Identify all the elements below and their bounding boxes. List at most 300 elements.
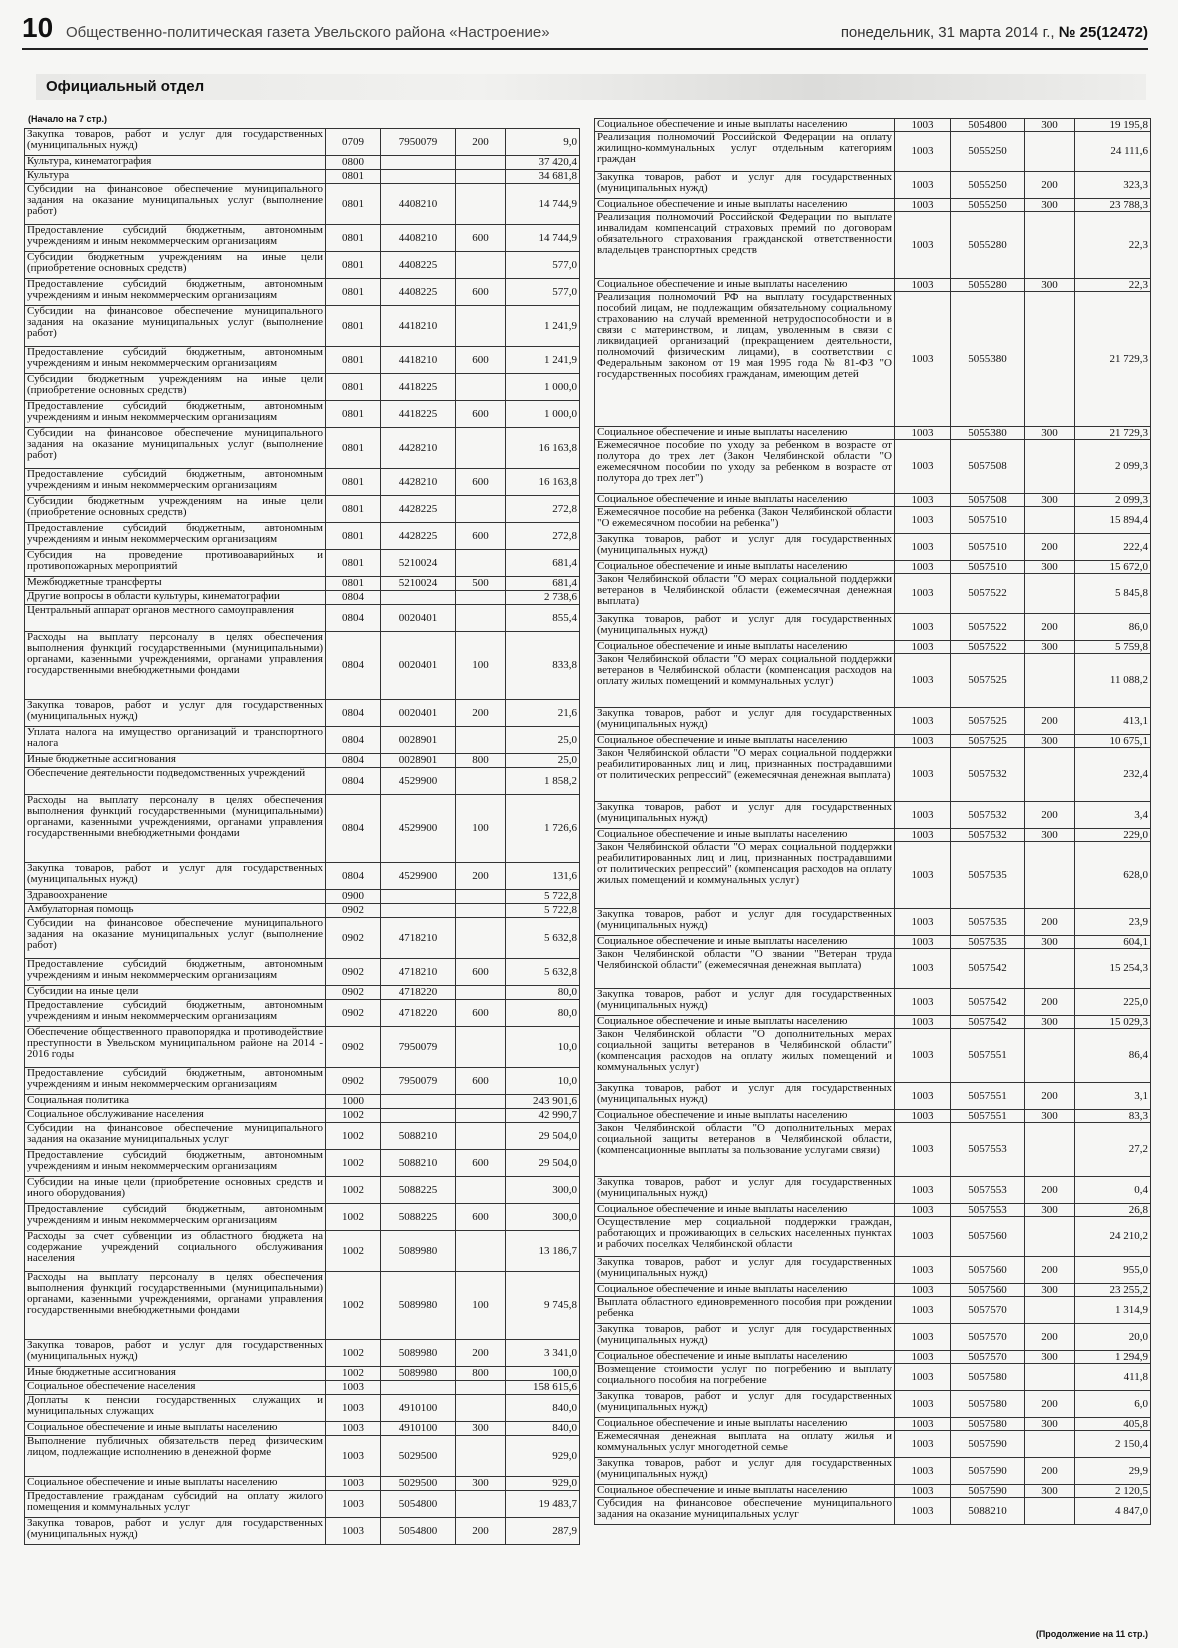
row-expense-type: 600 xyxy=(456,1068,506,1095)
row-expense-type xyxy=(1025,1364,1075,1391)
row-section-code: 1003 xyxy=(895,1284,951,1297)
row-expense-type: 200 xyxy=(1025,1257,1075,1284)
row-section-code: 0801 xyxy=(326,496,381,523)
row-amount: 29,9 xyxy=(1075,1458,1151,1485)
table-row xyxy=(595,1418,1151,1431)
row-amount: 23 255,2 xyxy=(1075,1284,1151,1297)
row-expense-type xyxy=(456,1381,506,1395)
row-target-code: 5054800 xyxy=(951,119,1025,132)
row-section-code: 0902 xyxy=(326,959,381,986)
row-expense-type: 300 xyxy=(1025,561,1075,574)
table-row xyxy=(25,904,580,918)
row-expense-type xyxy=(456,306,506,347)
row-name: Социальное обеспечение и иные выплаты населению xyxy=(595,1418,895,1431)
row-name: Субсидии бюджетным учреждениям на иные цели (приобретение основных средств) xyxy=(25,252,326,279)
row-target-code: 5088210 xyxy=(381,1150,456,1177)
row-amount: 16 163,8 xyxy=(506,428,580,469)
row-expense-type: 500 xyxy=(456,577,506,591)
row-section-code: 1003 xyxy=(895,989,951,1016)
row-target-code xyxy=(381,1095,456,1109)
row-target-code: 4418210 xyxy=(381,347,456,374)
row-expense-type: 200 xyxy=(1025,534,1075,561)
row-section-code: 1003 xyxy=(895,279,951,292)
row-expense-type xyxy=(1025,440,1075,494)
row-amount: 22,3 xyxy=(1075,212,1151,279)
row-expense-type: 600 xyxy=(456,469,506,496)
row-section-code: 0804 xyxy=(326,700,381,727)
row-target-code: 5055380 xyxy=(951,427,1025,440)
table-row xyxy=(25,1204,580,1231)
row-section-code: 1003 xyxy=(895,132,951,172)
budget-table xyxy=(594,118,1151,1525)
row-expense-type: 300 xyxy=(456,1422,506,1436)
table-row xyxy=(25,347,580,374)
row-section-code: 0801 xyxy=(326,428,381,469)
row-target-code: 4718220 xyxy=(381,986,456,1000)
row-name: Реализация полномочий Российской Федерации по выплате инвалидам компенсаций страховых премий по договорам обязательного страхования гражданской ответственности владельцев транспортных средств xyxy=(595,212,895,279)
row-section-code: 1003 xyxy=(895,1324,951,1351)
row-amount: 15 029,3 xyxy=(1075,1016,1151,1029)
table-row xyxy=(595,1110,1151,1123)
row-section-code: 0902 xyxy=(326,904,381,918)
row-expense-type: 600 xyxy=(456,1000,506,1027)
table-row xyxy=(595,292,1151,427)
row-section-code: 0801 xyxy=(326,347,381,374)
row-target-code: 5055280 xyxy=(951,279,1025,292)
table-row xyxy=(595,989,1151,1016)
row-target-code: 0028901 xyxy=(381,727,456,754)
table-row xyxy=(25,523,580,550)
row-target-code: 5057535 xyxy=(951,842,1025,909)
row-expense-type xyxy=(1025,1431,1075,1458)
row-expense-type: 300 xyxy=(1025,279,1075,292)
table-row xyxy=(25,1068,580,1095)
row-section-code: 0801 xyxy=(326,306,381,347)
row-target-code: 4428210 xyxy=(381,428,456,469)
row-section-code: 0801 xyxy=(326,225,381,252)
row-name: Межбюджетные трансферты xyxy=(25,577,326,591)
row-expense-type xyxy=(456,170,506,184)
row-amount: 300,0 xyxy=(506,1177,580,1204)
row-expense-type xyxy=(456,156,506,170)
table-row xyxy=(25,959,580,986)
table-row xyxy=(25,605,580,632)
row-amount: 1 241,9 xyxy=(506,306,580,347)
row-name: Закон Челябинской области "О дополнительных мерах социальной защиты ветеранов в Челябинской области" (компенсация расходов на оплату жилых помещений и коммунальных услуг) xyxy=(595,1029,895,1083)
table-row xyxy=(25,1272,580,1340)
row-section-code: 1003 xyxy=(895,1110,951,1123)
row-name: Здравоохранение xyxy=(25,890,326,904)
table-row xyxy=(25,170,580,184)
row-section-code: 0801 xyxy=(326,550,381,577)
row-name: Социальное обеспечение и иные выплаты населению xyxy=(25,1422,326,1436)
row-target-code: 5089980 xyxy=(381,1367,456,1381)
row-target-code: 5057551 xyxy=(951,1029,1025,1083)
row-amount: 80,0 xyxy=(506,1000,580,1027)
row-name: Расходы на выплату персоналу в целях обеспечения выполнения функций государственными (муниципальными) органами, казенными учреждениями, органами управления государственными внебюджетными фондами xyxy=(25,795,326,863)
row-target-code: 5057542 xyxy=(951,949,1025,989)
row-section-code: 0804 xyxy=(326,863,381,890)
row-expense-type: 200 xyxy=(1025,1083,1075,1110)
row-name: Закупка товаров, работ и услуг для государственных (муниципальных нужд) xyxy=(595,708,895,735)
row-expense-type xyxy=(1025,132,1075,172)
table-row xyxy=(25,1422,580,1436)
row-section-code: 1003 xyxy=(895,494,951,507)
row-amount: 27,2 xyxy=(1075,1123,1151,1177)
row-target-code: 5055250 xyxy=(951,199,1025,212)
table-row xyxy=(25,1395,580,1422)
row-name: Закупка товаров, работ и услуг для государственных (муниципальных нужд) xyxy=(25,863,326,890)
table-row xyxy=(25,1177,580,1204)
row-amount: 955,0 xyxy=(1075,1257,1151,1284)
row-amount: 10 675,1 xyxy=(1075,735,1151,748)
row-section-code: 0804 xyxy=(326,795,381,863)
row-expense-type xyxy=(456,1095,506,1109)
table-row xyxy=(595,1217,1151,1257)
row-name: Предоставление субсидий бюджетным, автономным учреждениям и иным некоммерческим организациям xyxy=(25,959,326,986)
row-name: Реализация полномочий РФ на выплату государственных пособий лицам, не подлежащим обязательному социальному страхованию на случай временной нетрудоспособности и в связи с материнством, и лицам, уволенным в связи с ликвидацией организаций (прекращением деятельности, полномочий физическим лицами), в соответствии с Федеральным законом от 19 мая 1995 года № 81-ФЗ "О государственных пособиях гражданам, имеющим детей xyxy=(595,292,895,427)
row-section-code: 1003 xyxy=(895,1029,951,1083)
table-row xyxy=(25,1518,580,1545)
table-row xyxy=(25,918,580,959)
row-expense-type: 600 xyxy=(456,279,506,306)
row-section-code: 0902 xyxy=(326,918,381,959)
table-row xyxy=(595,1297,1151,1324)
row-name: Социальное обеспечение и иные выплаты населению xyxy=(595,1284,895,1297)
row-section-code: 1003 xyxy=(895,440,951,494)
table-row xyxy=(595,1324,1151,1351)
row-target-code: 5210024 xyxy=(381,577,456,591)
row-amount: 24 210,2 xyxy=(1075,1217,1151,1257)
table-row xyxy=(595,1364,1151,1391)
row-name: Социальное обеспечение и иные выплаты населению xyxy=(595,1485,895,1498)
row-target-code: 5057560 xyxy=(951,1284,1025,1297)
row-name: Закон Челябинской области "О мерах социальной поддержки ветеранов в Челябинской области (компенсация расходов на оплату жилых помещений и коммунальных услуг) xyxy=(595,654,895,708)
table-row xyxy=(25,129,580,156)
row-section-code: 1003 xyxy=(895,1083,951,1110)
row-name: Социальное обеспечение и иные выплаты населению xyxy=(595,494,895,507)
row-expense-type xyxy=(1025,1498,1075,1525)
row-amount: 5 632,8 xyxy=(506,959,580,986)
row-section-code: 0902 xyxy=(326,986,381,1000)
row-section-code: 1003 xyxy=(895,119,951,132)
row-target-code: 4529900 xyxy=(381,863,456,890)
row-name: Центральный аппарат органов местного самоуправления xyxy=(25,605,326,632)
row-target-code: 4428210 xyxy=(381,469,456,496)
row-expense-type: 200 xyxy=(456,1518,506,1545)
row-name: Субсидии на финансовое обеспечение муниципального задания на оказание муниципальных услуг (выполнение работ) xyxy=(25,428,326,469)
row-expense-type xyxy=(456,1436,506,1477)
row-section-code: 1003 xyxy=(895,1485,951,1498)
row-name: Субсидии бюджетным учреждениям на иные цели (приобретение основных средств) xyxy=(25,496,326,523)
row-name: Расходы за счет субвенции из областного бюджета на содержание учреждений социального обслуживания населения xyxy=(25,1231,326,1272)
row-target-code: 5057570 xyxy=(951,1297,1025,1324)
row-target-code: 5089980 xyxy=(381,1231,456,1272)
row-amount: 86,4 xyxy=(1075,1029,1151,1083)
row-expense-type: 300 xyxy=(1025,829,1075,842)
table-row xyxy=(595,1029,1151,1083)
table-row xyxy=(25,1027,580,1068)
row-target-code: 5057535 xyxy=(951,909,1025,936)
row-target-code: 4408225 xyxy=(381,279,456,306)
row-target-code: 5057580 xyxy=(951,1391,1025,1418)
row-amount: 1 858,2 xyxy=(506,768,580,795)
row-section-code: 1003 xyxy=(895,172,951,199)
table-row xyxy=(595,1284,1151,1297)
row-amount: 9,0 xyxy=(506,129,580,156)
row-section-code: 0801 xyxy=(326,170,381,184)
row-name: Социальное обеспечение и иные выплаты населению xyxy=(595,1016,895,1029)
row-target-code: 5088225 xyxy=(381,1177,456,1204)
row-amount: 131,6 xyxy=(506,863,580,890)
row-section-code: 1003 xyxy=(895,1123,951,1177)
table-row xyxy=(25,550,580,577)
row-expense-type: 200 xyxy=(456,700,506,727)
row-section-code: 0902 xyxy=(326,1000,381,1027)
row-amount: 23 788,3 xyxy=(1075,199,1151,212)
row-expense-type: 300 xyxy=(1025,1485,1075,1498)
row-name: Закупка товаров, работ и услуг для государственных (муниципальных нужд) xyxy=(595,1324,895,1351)
row-target-code: 5057508 xyxy=(951,440,1025,494)
row-target-code: 5057522 xyxy=(951,614,1025,641)
row-section-code: 1003 xyxy=(895,561,951,574)
row-expense-type: 200 xyxy=(1025,708,1075,735)
row-target-code: 5057580 xyxy=(951,1364,1025,1391)
row-section-code: 0902 xyxy=(326,1068,381,1095)
row-section-code: 1003 xyxy=(895,1391,951,1418)
row-amount: 413,1 xyxy=(1075,708,1151,735)
row-target-code: 5057560 xyxy=(951,1257,1025,1284)
row-section-code: 1002 xyxy=(326,1367,381,1381)
row-section-code: 1003 xyxy=(895,427,951,440)
row-target-code: 4529900 xyxy=(381,768,456,795)
issue-number: № 25(12472) xyxy=(1058,24,1148,41)
row-amount: 3,4 xyxy=(1075,802,1151,829)
table-row xyxy=(595,119,1151,132)
table-row xyxy=(25,754,580,768)
budget-table-right xyxy=(594,118,1150,1525)
row-amount: 577,0 xyxy=(506,279,580,306)
row-target-code: 5088225 xyxy=(381,1204,456,1231)
row-target-code: 5057580 xyxy=(951,1418,1025,1431)
row-name: Субсидии на финансовое обеспечение муниципального задания на оказание муниципальных услуг (выполнение работ) xyxy=(25,184,326,225)
row-name: Предоставление субсидий бюджетным, автономным учреждениям и иным некоммерческим организациям xyxy=(25,401,326,428)
row-name: Закупка товаров, работ и услуг для государственных (муниципальных нужд) xyxy=(595,989,895,1016)
row-target-code: 5088210 xyxy=(381,1123,456,1150)
row-amount: 833,8 xyxy=(506,632,580,700)
row-amount: 158 615,6 xyxy=(506,1381,580,1395)
budget-table xyxy=(24,128,580,1545)
row-name: Обеспечение общественного правопорядка и противодействие преступности в Увельском муниципальном районе на 2014 - 2016 годы xyxy=(25,1027,326,1068)
row-section-code: 1003 xyxy=(895,534,951,561)
row-target-code: 5057590 xyxy=(951,1485,1025,1498)
table-row xyxy=(595,802,1151,829)
row-name: Ежемесячное пособие на ребенка (Закон Челябинской области "О ежемесячном пособии на ребенка") xyxy=(595,507,895,534)
row-target-code: 7950079 xyxy=(381,1068,456,1095)
row-expense-type: 200 xyxy=(1025,1391,1075,1418)
row-target-code: 5057525 xyxy=(951,735,1025,748)
row-target-code: 0020401 xyxy=(381,632,456,700)
row-amount: 5 722,8 xyxy=(506,890,580,904)
table-row xyxy=(595,654,1151,708)
row-section-code: 1002 xyxy=(326,1150,381,1177)
row-name: Социальное обслуживание населения xyxy=(25,1109,326,1123)
table-row xyxy=(25,1095,580,1109)
row-expense-type: 300 xyxy=(1025,494,1075,507)
row-name: Социальное обеспечение и иные выплаты населению xyxy=(595,279,895,292)
row-name: Закупка товаров, работ и услуг для государственных (муниципальных нужд) xyxy=(595,1458,895,1485)
row-name: Ежемесячная денежная выплата на оплату жилья и коммунальных услуг многодетной семье xyxy=(595,1431,895,1458)
row-expense-type xyxy=(1025,1123,1075,1177)
row-expense-type: 300 xyxy=(1025,735,1075,748)
table-row xyxy=(595,279,1151,292)
row-amount: 21,6 xyxy=(506,700,580,727)
row-name: Обеспечение деятельности подведомственных учреждений xyxy=(25,768,326,795)
row-section-code: 1003 xyxy=(895,614,951,641)
row-name: Закупка товаров, работ и услуг для государственных (муниципальных нужд) xyxy=(595,802,895,829)
row-expense-type: 200 xyxy=(456,1340,506,1367)
row-expense-type xyxy=(456,1123,506,1150)
row-expense-type xyxy=(456,986,506,1000)
row-section-code: 1002 xyxy=(326,1272,381,1340)
row-expense-type xyxy=(1025,1029,1075,1083)
row-name: Закупка товаров, работ и услуг для государственных (муниципальных нужд) xyxy=(595,1177,895,1204)
row-expense-type xyxy=(1025,292,1075,427)
row-expense-type: 300 xyxy=(1025,1418,1075,1431)
row-name: Субсидии на финансовое обеспечение муниципального задания на оказание муниципальных услуг xyxy=(25,1123,326,1150)
row-amount: 243 901,6 xyxy=(506,1095,580,1109)
row-name: Субсидии на финансовое обеспечение муниципального задания на оказание муниципальных услуг (выполнение работ) xyxy=(25,918,326,959)
row-target-code: 5057560 xyxy=(951,1217,1025,1257)
table-row xyxy=(595,1016,1151,1029)
row-amount: 411,8 xyxy=(1075,1364,1151,1391)
table-row xyxy=(595,440,1151,494)
table-row xyxy=(25,184,580,225)
section-title: Официальный отдел xyxy=(46,78,205,95)
row-amount: 2 738,6 xyxy=(506,591,580,605)
row-name: Амбулаторная помощь xyxy=(25,904,326,918)
row-section-code: 1003 xyxy=(326,1491,381,1518)
row-name: Ежемесячное пособие по уходу за ребенком в возрасте от полутора до трех лет (Закон Челябинской области "О ежемесячном пособии по уходу за ребенком в возрасте от полутора до трех лет") xyxy=(595,440,895,494)
row-amount: 323,3 xyxy=(1075,172,1151,199)
row-name: Социальное обеспечение и иные выплаты населению xyxy=(595,641,895,654)
table-row xyxy=(595,1431,1151,1458)
row-expense-type: 200 xyxy=(1025,802,1075,829)
row-amount: 5 722,8 xyxy=(506,904,580,918)
row-expense-type xyxy=(1025,1297,1075,1324)
table-row xyxy=(25,795,580,863)
row-target-code: 4408210 xyxy=(381,184,456,225)
table-row xyxy=(25,1109,580,1123)
row-expense-type xyxy=(456,768,506,795)
row-section-code: 1003 xyxy=(895,1177,951,1204)
row-expense-type: 600 xyxy=(456,1150,506,1177)
row-expense-type xyxy=(456,252,506,279)
row-name: Закупка товаров, работ и услуг для государственных (муниципальных нужд) xyxy=(595,1083,895,1110)
row-target-code: 5057532 xyxy=(951,802,1025,829)
row-amount: 681,4 xyxy=(506,577,580,591)
row-amount: 5 759,8 xyxy=(1075,641,1151,654)
table-row xyxy=(595,494,1151,507)
row-expense-type: 100 xyxy=(456,795,506,863)
row-amount: 5 632,8 xyxy=(506,918,580,959)
row-target-code: 5057522 xyxy=(951,574,1025,614)
row-expense-type xyxy=(456,727,506,754)
row-amount: 840,0 xyxy=(506,1422,580,1436)
row-expense-type: 200 xyxy=(456,863,506,890)
table-row xyxy=(595,735,1151,748)
row-section-code: 0801 xyxy=(326,252,381,279)
table-row xyxy=(595,1257,1151,1284)
row-section-code: 1000 xyxy=(326,1095,381,1109)
row-amount: 272,8 xyxy=(506,523,580,550)
row-expense-type: 200 xyxy=(1025,172,1075,199)
table-row xyxy=(595,132,1151,172)
row-expense-type: 300 xyxy=(1025,119,1075,132)
table-row xyxy=(595,614,1151,641)
row-amount: 29 504,0 xyxy=(506,1150,580,1177)
row-target-code: 4418225 xyxy=(381,401,456,428)
row-amount: 1 000,0 xyxy=(506,374,580,401)
row-target-code: 5057525 xyxy=(951,654,1025,708)
table-row xyxy=(25,401,580,428)
row-target-code: 4718220 xyxy=(381,1000,456,1027)
row-target-code: 4910100 xyxy=(381,1422,456,1436)
row-amount: 2 150,4 xyxy=(1075,1431,1151,1458)
row-expense-type: 200 xyxy=(1025,1177,1075,1204)
row-target-code: 5057553 xyxy=(951,1204,1025,1217)
row-section-code: 1003 xyxy=(895,909,951,936)
table-row xyxy=(25,1367,580,1381)
row-amount: 0,4 xyxy=(1075,1177,1151,1204)
row-section-code: 1003 xyxy=(895,641,951,654)
row-target-code xyxy=(381,1109,456,1123)
table-row xyxy=(25,727,580,754)
row-name: Предоставление гражданам субсидий на оплату жилого помещения и коммунальных услуг xyxy=(25,1491,326,1518)
row-target-code: 5057553 xyxy=(951,1177,1025,1204)
row-name: Субсидия на финансовое обеспечение муниципального задания на оказание муниципальных услуг xyxy=(595,1498,895,1525)
row-section-code: 0804 xyxy=(326,727,381,754)
table-row xyxy=(595,574,1151,614)
masthead xyxy=(22,12,1148,44)
row-expense-type: 200 xyxy=(1025,1458,1075,1485)
row-amount: 222,4 xyxy=(1075,534,1151,561)
row-amount: 628,0 xyxy=(1075,842,1151,909)
table-row xyxy=(25,700,580,727)
row-target-code: 5057551 xyxy=(951,1110,1025,1123)
row-target-code: 4418210 xyxy=(381,306,456,347)
row-section-code: 0804 xyxy=(326,605,381,632)
row-name: Закупка товаров, работ и услуг для государственных (муниципальных нужд) xyxy=(595,172,895,199)
table-row xyxy=(595,949,1151,989)
row-expense-type: 600 xyxy=(456,347,506,374)
row-expense-type xyxy=(456,1491,506,1518)
row-section-code: 1002 xyxy=(326,1231,381,1272)
row-name: Доплаты к пенсии государственных служащих и муниципальных служащих xyxy=(25,1395,326,1422)
row-target-code: 4718210 xyxy=(381,959,456,986)
table-row xyxy=(25,890,580,904)
row-name: Социальное обеспечение населения xyxy=(25,1381,326,1395)
row-section-code: 1003 xyxy=(895,949,951,989)
row-section-code: 0801 xyxy=(326,469,381,496)
row-expense-type xyxy=(1025,949,1075,989)
row-target-code: 5057525 xyxy=(951,708,1025,735)
row-name: Предоставление субсидий бюджетным, автономным учреждениям и иным некоммерческим организациям xyxy=(25,1000,326,1027)
row-expense-type xyxy=(1025,574,1075,614)
row-amount: 3 341,0 xyxy=(506,1340,580,1367)
table-row xyxy=(25,1231,580,1272)
table-row xyxy=(595,172,1151,199)
